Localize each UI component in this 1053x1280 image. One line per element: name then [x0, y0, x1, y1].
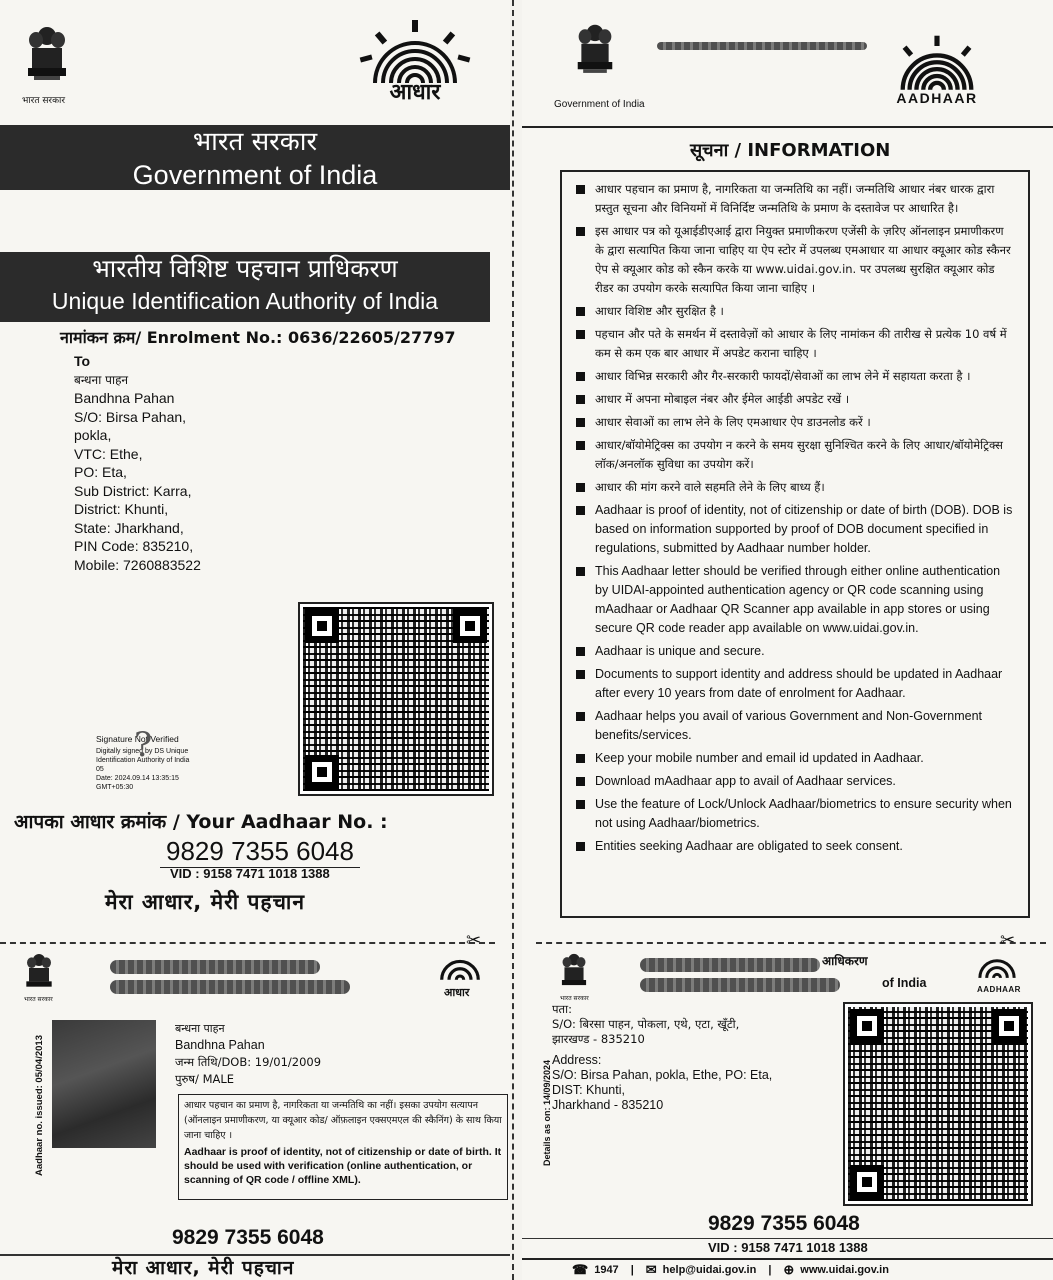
- header-rule: [522, 126, 1053, 128]
- uidai-title-en: Unique Identification Authority of India: [51, 288, 439, 314]
- info-item: [576, 390, 1016, 409]
- divider: |: [630, 1264, 634, 1276]
- right-aadhaar-logo-text: AADHAAR: [896, 90, 978, 106]
- pata-label: पता:: [552, 1002, 572, 1016]
- qr-code: [300, 604, 492, 794]
- address-to: To: [74, 353, 91, 369]
- signature-line: 05: [96, 766, 104, 773]
- info-item: [576, 837, 1016, 856]
- card-aadhaar-number: 9829 7355 6048: [172, 1226, 324, 1249]
- right-emblem-icon: [572, 22, 622, 87]
- address-line: pokla,: [74, 427, 112, 443]
- right-panel: [522, 0, 1053, 1280]
- emblem-icon: [22, 24, 82, 106]
- info-item-text: Documents to support identity and address should be updated in Aadhaar after every 10 years from date of enrolment for Aadhaar.: [595, 667, 1003, 700]
- info-item-text: इस आधार पत्र को यूआईडीएआई द्वारा नियुक्त प्रमाणीकरण एजेंसी के ज़रिए ऑनलाइन प्रमाणीकरण के द्वारा सत्यापित किया जाना चाहिए या ऐप स्टोर में उपलब्ध एमआधार या आधार क्यूआर कोड स्कैनर ऐप से क्यूआर कोड को स्कैन करके या www.uidai.gov.in. पर उपलब्ध सुरक्षित क्यूआर कोड रीडर का उपयोग करके सत्यापित किया जाना चाहिए ।: [595, 224, 1011, 295]
- info-item: [576, 501, 1016, 558]
- redaction-scribble: [640, 978, 840, 992]
- issued-date: Aadhaar no. issued: 05/04/2013: [34, 1035, 45, 1176]
- address-line: District: Khunti,: [74, 501, 169, 517]
- question-mark-icon: ?: [134, 725, 153, 765]
- signature-line: Identification Authority of India: [96, 757, 190, 764]
- info-item-text: आधार विशिष्ट और सुरक्षित है ।: [595, 304, 724, 318]
- email: help@uidai.gov.in: [662, 1264, 757, 1276]
- info-item: [576, 749, 1016, 768]
- details-date: Details as on: 14/09/2024: [542, 1059, 552, 1166]
- holder-photo: [52, 1020, 156, 1148]
- info-item: [576, 180, 1016, 218]
- footer-rule: [522, 1258, 1053, 1260]
- card-emblem-caption: भारत सरकार: [24, 996, 53, 1003]
- pata-line: S/O: बिरसा पाहन, पोकला, एथे, एटा, खूँटी,: [552, 1017, 740, 1031]
- signature-line: Digitally signed by DS Unique: [96, 748, 189, 755]
- address-line: PIN Code: 835210,: [74, 538, 194, 554]
- scissors-icon: ✂: [1000, 930, 1016, 950]
- info-item: [576, 562, 1016, 638]
- enrolment-number: नामांकन क्रम/ Enrolment No.: 0636/22605/27797: [60, 328, 456, 347]
- info-item: [576, 707, 1016, 745]
- footer-contacts: [572, 1262, 889, 1278]
- info-item: [576, 302, 1016, 321]
- gov-title-hi: भारत सरकार: [192, 127, 318, 157]
- emblem-caption: भारत सरकार: [22, 96, 66, 106]
- cut-line: [0, 942, 495, 944]
- holder-name-hi: बन्धना पाहन: [175, 1022, 225, 1035]
- back-qr-code: [845, 1004, 1031, 1204]
- phone-icon: ☎: [572, 1262, 589, 1277]
- address-block: [74, 352, 201, 574]
- back-aadhaar-logo-text: AADHAAR: [977, 985, 1021, 994]
- info-item-text: Aadhaar helps you avail of various Government and Non-Government benefits/services.: [595, 709, 983, 742]
- slogan: मेरा आधार, मेरी पहचान: [105, 890, 305, 914]
- back-partial-en: of India: [882, 976, 927, 990]
- address-line: Bandhna Pahan: [74, 390, 175, 406]
- info-item: [576, 478, 1016, 497]
- info-item-text: Keep your mobile number and email id updated in Aadhaar.: [595, 751, 924, 765]
- gov-title-en: Government of India: [132, 160, 378, 190]
- divider: |: [768, 1264, 772, 1276]
- fold-line: [512, 0, 520, 1280]
- info-item-text: This Aadhaar letter should be verified through either online authentication by UIDAI-appointed authentication agency or QR code scanning using mAadhaar or Aadhaar QR Scanner app available in app stores or using secure QR code reader app available on www.uidai.gov.in.: [595, 564, 1001, 635]
- info-title: सूचना / INFORMATION: [690, 140, 891, 161]
- card-aadhaar-logo-icon: [430, 950, 500, 999]
- info-item-text: आधार विभिन्न सरकारी और गैर-सरकारी फायदों/सेवाओं का लाभ लेने में सहायता करता है ।: [595, 369, 971, 383]
- signature-date: Date: 2024.09.14 13:35:15: [96, 775, 179, 782]
- back-address: [552, 1002, 772, 1113]
- back-rule: [522, 1238, 1053, 1239]
- address-line: Mobile: 7260883522: [74, 556, 201, 573]
- back-partial-hi: आधिकरण: [822, 954, 868, 968]
- info-item: [576, 325, 1016, 363]
- card-emblem-icon: [22, 952, 58, 1001]
- address-line: DIST: Khunti,: [552, 1083, 625, 1097]
- address-line: VTC: Ethe,: [74, 445, 143, 462]
- pata-line: झारखण्ड - 835210: [552, 1032, 645, 1046]
- holder-details: [175, 1020, 321, 1088]
- redaction-scribble: [640, 958, 820, 972]
- info-item: [576, 222, 1016, 298]
- card-note-box: [178, 1094, 508, 1200]
- website: www.uidai.gov.in: [800, 1264, 889, 1276]
- address-label: Address:: [552, 1053, 602, 1067]
- back-aadhaar-number: 9829 7355 6048: [708, 1212, 860, 1235]
- info-item: [576, 772, 1016, 791]
- info-item: [576, 436, 1016, 474]
- globe-icon: ⊕: [783, 1262, 795, 1277]
- redaction-scribble: [110, 980, 350, 994]
- mail-icon: ✉: [645, 1262, 657, 1277]
- address-line: S/O: Birsa Pahan, pokla, Ethe, PO: Eta,: [552, 1068, 773, 1082]
- info-item: [576, 413, 1016, 432]
- info-item-text: Aadhaar is proof of identity, not of citizenship or date of birth (DOB). DOB is based on information supported by proof of DOB document specified in regulations, submitted by Aadhaar number holder.: [595, 503, 1013, 555]
- card-aadhaar-logo-text: आधार: [444, 986, 470, 999]
- signature-title: Signature Not Verified: [96, 734, 179, 744]
- right-gov-caption: Government of India: [554, 99, 645, 110]
- info-item: [576, 665, 1016, 703]
- info-item-text: आधार/बॉयोमेट्रिक्स का उपयोग न करने के समय सुरक्षा सुनिश्चित करने के लिए आधार/बॉयोमेट्रिक्स लॉक/अनलॉक सुविधा का उपयोग करें।: [595, 438, 1003, 471]
- card-slogan: मेरा आधार, मेरी पहचान: [112, 1257, 295, 1279]
- redaction-scribble: [110, 960, 320, 974]
- holder-name-en: Bandhna Pahan: [175, 1038, 265, 1052]
- info-item-text: आधार पहचान का प्रमाण है, नागरिकता या जन्मतिथि का नहीं। जन्मतिथि आधार नंबर धारक द्वारा प्रस्तुत सूचना और विनियमों में विनिर्दिष्ट जन्मतिथि के प्रमाण के दस्तावेज पर आधारित है।: [595, 182, 995, 215]
- helpline: 1947: [594, 1264, 619, 1276]
- right-aadhaar-logo-icon: [872, 34, 1012, 114]
- info-item: [576, 642, 1016, 661]
- info-item-text: Use the feature of Lock/Unlock Aadhaar/biometrics to ensure security when not using Aadhaar/biometrics.: [595, 797, 1012, 830]
- vid-number: VID : 9158 7471 1018 1388: [170, 866, 330, 881]
- info-item-text: आधार की मांग करने वाले सहमति लेने के लिए बाध्य हैं।: [595, 480, 825, 494]
- uidai-title-hi: भारतीय विशिष्ट पहचान प्राधिकरण: [92, 254, 398, 283]
- back-emblem-icon: [558, 952, 594, 999]
- left-panel: [0, 0, 510, 1280]
- back-vid: VID : 9158 7471 1018 1388: [708, 1240, 868, 1255]
- info-item-text: Aadhaar is unique and secure.: [595, 644, 765, 658]
- address-line: PO: Eta,: [74, 464, 127, 480]
- address-line: S/O: Birsa Pahan,: [74, 408, 187, 425]
- address-line: Sub District: Karra,: [74, 482, 192, 499]
- aadhaar-logo-icon: [350, 18, 480, 108]
- holder-gender: पुरुष/ MALE: [175, 1072, 235, 1086]
- info-item: [576, 795, 1016, 833]
- holder-dob: जन्म तिथि/DOB: 19/01/2009: [175, 1055, 322, 1069]
- info-box: [560, 170, 1030, 918]
- address-line: State: Jharkhand,: [74, 519, 184, 536]
- info-item-text: आधार में अपना मोबाइल नंबर और ईमेल आईडी अपडेट रखें ।: [595, 392, 850, 406]
- scissors-icon: ✂: [466, 930, 482, 950]
- redaction-scribble: [657, 42, 867, 50]
- info-item-text: Entities seeking Aadhaar are obligated to seek consent.: [595, 839, 903, 853]
- address-name-hi: बन्धना पाहन: [74, 372, 129, 387]
- signature-tz: GMT+05:30: [96, 784, 134, 791]
- cut-line: [536, 942, 1046, 944]
- gov-band-inner: [0, 125, 510, 190]
- signature-block: [96, 725, 206, 792]
- info-item: [576, 367, 1016, 386]
- uidai-band: [0, 252, 490, 322]
- card-note-en: Aadhaar is proof of identity, not of citizenship or date of birth. It should be used with verification (online authentication, or scanning of QR code / offline XML).: [184, 1146, 502, 1186]
- info-item-text: Download mAadhaar app to avail of Aadhaar services.: [595, 774, 896, 788]
- address-line: Jharkhand - 835210: [552, 1098, 664, 1112]
- aadhaar-number: 9829 7355 6048: [160, 836, 360, 868]
- back-emblem-caption: भारत सरकार: [560, 995, 589, 1002]
- info-item-text: आधार सेवाओं का लाभ लेने के लिए एमआधार ऐप डाउनलोड करें ।: [595, 415, 871, 429]
- info-item-text: पहचान और पते के समर्थन में दस्तावेज़ों को आधार के लिए नामांकन की तारीख से प्रत्येक 10 वर्ष में कम से कम एक बार आधार में अपडेट कराना चाहिए ।: [595, 327, 1007, 360]
- your-aadhaar-label: आपका आधार क्रमांक / Your Aadhaar No. :: [14, 811, 388, 833]
- aadhaar-logo-text: आधार: [389, 80, 441, 105]
- card-note-hi: आधार पहचान का प्रमाण है, नागरिकता या जन्मतिथि का नहीं। इसका उपयोग सत्यापन (ऑनलाइन प्रमाणीकरण, या क्यूआर कोड/ ऑफ़लाइन एक्सएमएल की स्कैनिंग) के साथ किया जाना चाहिए ।: [184, 1100, 502, 1141]
- back-aadhaar-logo-icon: [967, 950, 1037, 992]
